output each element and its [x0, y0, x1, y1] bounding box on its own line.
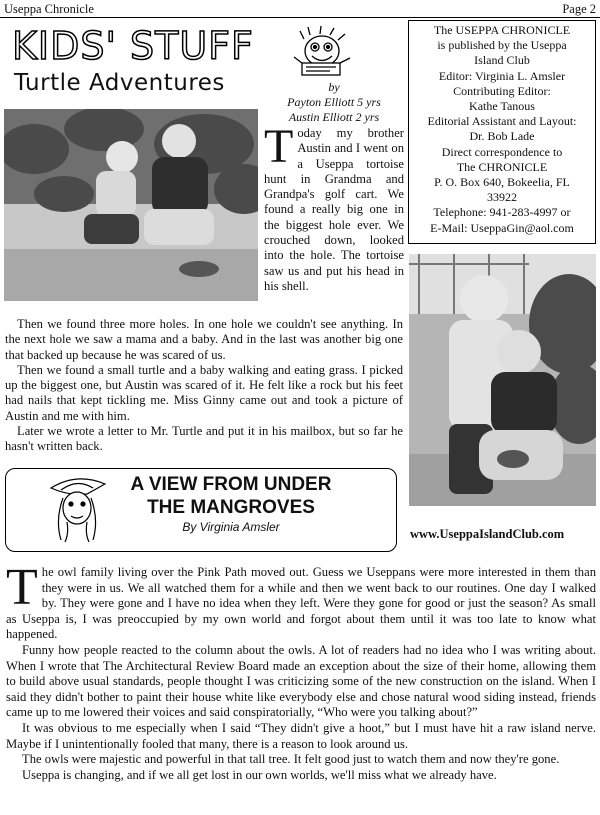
masthead-line: is published by the Useppa [437, 38, 567, 53]
masthead-line: Dr. Bob Lade [469, 129, 535, 144]
cartoon-kid-logo [290, 25, 360, 80]
view-para-4: The owls were majestic and powerful in that tall tree. It felt good just to watch them and now they're gone. [22, 752, 560, 767]
view-title-line-2: THE MANGROVES [147, 497, 315, 518]
kids-author-2: Austin Elliott 2 yrs [288, 110, 380, 124]
masthead-line: The USEPPA CHRONICLE [433, 23, 571, 37]
mangroves-article [6, 559, 596, 783]
kids-para1-text: oday my brother Austin and I went on a Useppa tortoise hunt in Grandma and Grandpa's golf cart. We found a really big one in the biggest hole ever. We crouched down, looked into the hole. The tortoise saw us and put his head in his shell. [264, 126, 404, 293]
view-title-line-1: A VIEW FROM UNDER [130, 474, 332, 495]
header-rule [0, 17, 600, 18]
view-para-2: Funny how people reacted to the column about the owls. A lot of readers had no idea who I was writing about. When I wrote that The Architectural Review Board made an exception about the size of their home, allowing them to build above usual standards, people thought I was criticizing some of the new construction on the island. When I said they didn't bother to paint their house white like everybody else and chose natural wood siding instead, friends came up to me lowered their voices and said conspiratorially, “Who were you talking about?” [6, 642, 596, 720]
masthead-line: 33922 [487, 190, 517, 205]
view-para1-text: he owl family living over the Pink Path moved out. Guess we Useppans were more interested in them than they were in us. We all watched them for a while and then we went back to our routines. One day I walked by. They were gone and I have no idea when they left. Were they gone for good or just the season? As small as Useppa is, I was preoccupied by my own world and forgot about them until it was too late to know what happened. [6, 565, 596, 642]
masthead-line: Direct correspondence to [441, 144, 563, 159]
masthead-line: Contributing Editor: [453, 83, 551, 98]
view-para-3: It was obvious to me especially when I said “They didn't give a hoot,” but I must have hit a raw island nerve. Maybe if I unintentionally fooled that many, there is a reason to look around us. [6, 720, 596, 751]
kids-para-4: Later we wrote a letter to Mr. Turtle and put it in his mailbox, but so far he hasn't written back. [5, 424, 403, 454]
masthead-line: E-Mail: UseppaGin@aol.com [430, 220, 574, 235]
masthead-box [408, 20, 596, 244]
kids-dropcap: T [264, 120, 294, 173]
kids-story-body [5, 317, 403, 455]
masthead-line: Island Club [474, 53, 530, 68]
kids-byline-by: by [328, 80, 340, 94]
photo-boys-with-turtle [409, 254, 596, 506]
publication-name: Useppa Chronicle [4, 2, 94, 16]
kids-para-2: Then we found three more holes. In one hole we couldn't see anything. In the next hole we saw a mama and a baby. And in the last was another big one that backed up because he was scared of us. [5, 317, 403, 362]
kids-para-3: Then we found a small turtle and a baby walking and eating grass. I picked up the biggest one, but Austin was scared of it. He felt like a rock but his feet had nails that kept tickling me. Miss Ginny came out and took a picture of Austin and me with him. [5, 362, 403, 423]
view-para-1 [6, 559, 596, 643]
cartoon-kid-icon [290, 25, 360, 80]
view-para-5: Useppa is changing, and if we all get lost in our own worlds, we'll miss what we already have. [22, 767, 497, 782]
kids-story-paragraph-1 [264, 120, 404, 294]
kids-author-1: Payton Elliott 5 yrs [287, 95, 381, 109]
witch-hat-character-icon [47, 470, 111, 544]
website-url[interactable]: www.UseppaIslandClub.com [410, 527, 565, 541]
view-byline: By Virginia Amsler [182, 520, 280, 534]
view-dropcap: T [6, 559, 38, 616]
page-number: Page 2 [562, 2, 596, 16]
masthead-line: Editorial Assistant and Layout: [427, 114, 577, 129]
masthead-line: Telephone: 941-283-4997 or [433, 205, 571, 220]
mangrove-character-logo [47, 470, 111, 544]
masthead-line: The CHRONICLE [456, 159, 548, 174]
masthead-line: P. O. Box 640, Bokeelia, FL [434, 175, 570, 190]
kids-stuff-title: KIDS' STUFF [12, 24, 254, 68]
photo-boys-tortoise-hole [4, 109, 258, 301]
masthead-line: Kathe Tanous [469, 99, 535, 114]
turtle-adventures-subtitle: Turtle Adventures [14, 70, 225, 96]
masthead-line: Editor: Virginia L. Amsler [438, 68, 566, 83]
